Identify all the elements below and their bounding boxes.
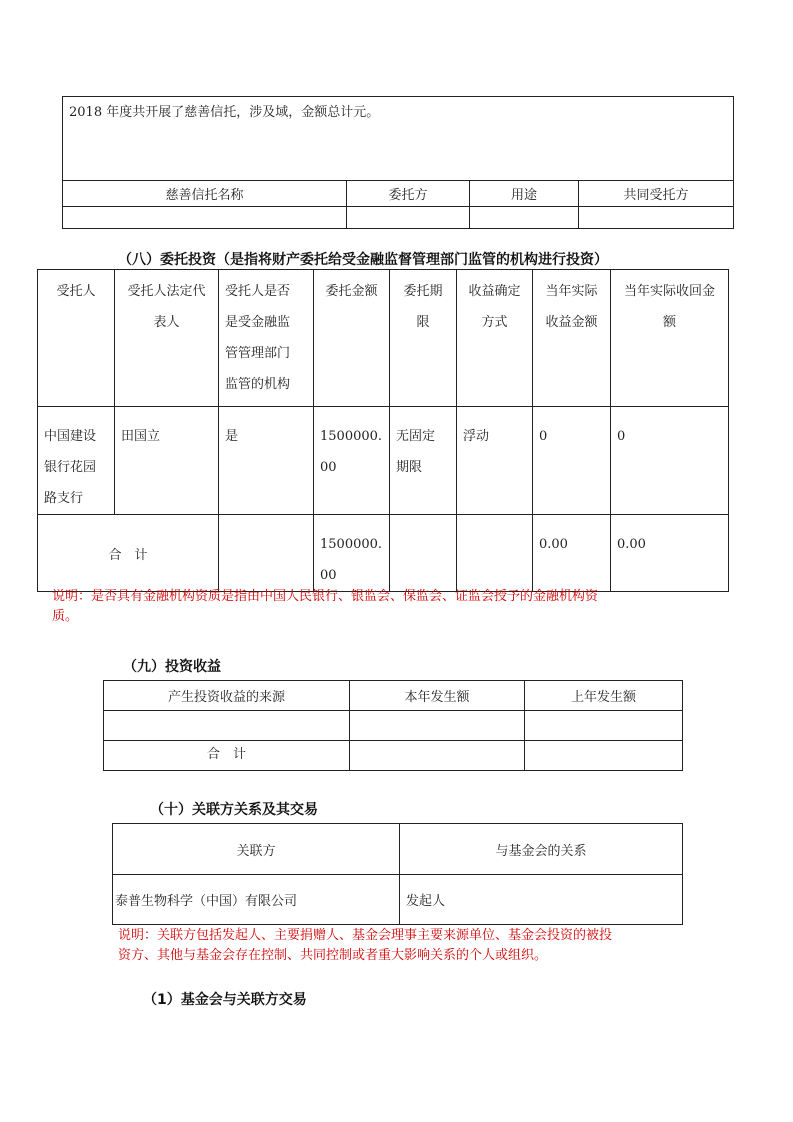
row-trustee: 中国建设 银行花园 路支行 [38,407,115,515]
row-method: 浮动 [457,407,533,515]
trust-cell-empty [470,207,579,229]
trust-summary [63,97,734,181]
income-cell-empty [350,741,525,771]
row-legal-rep: 田国立 [115,407,219,515]
total-amount: 1500000. 00 [314,515,390,592]
trust-summary-text: 2018 年度共开展了慈善信托，涉及域，金额总计元。 [69,105,380,120]
row-income: 0 [533,407,611,515]
investment-income-table [103,680,683,771]
row-regulated: 是 [219,407,314,515]
header-term: 委托期 限 [390,270,457,407]
header-regulated: 受托人是否 是受金融监 管管理部门 监管的机构 [219,270,314,407]
total-income: 0.00 [533,515,611,592]
income-cell-empty [104,711,350,741]
trust-header-name: 慈善信托名称 [63,181,347,207]
trust-header-cotrustee: 共同受托方 [579,181,734,207]
header-recovered: 当年实际收回金 额 [611,270,729,407]
total-empty [219,515,314,592]
total-empty [457,515,533,592]
row-recovered: 0 [611,407,729,515]
related-header-party: 关联方 [113,824,400,875]
header-income: 当年实际 收益金额 [533,270,611,407]
related-party-table [112,823,683,925]
subsection1-title: （1）基金会与关联方交易 [143,992,307,1008]
section9-title: （九）投资收益 [123,659,221,675]
income-header-previous: 上年发生额 [525,681,683,711]
income-cell-empty [525,741,683,771]
related-row-relation: 发起人 [400,875,683,925]
section8-note: 说明：是否具有金融机构资质是指由中国人民银行、银监会、保监会、证监会授予的金融机构资 质。 [52,589,599,624]
income-header-current: 本年发生额 [350,681,525,711]
income-cell-empty [350,711,525,741]
trust-header-purpose: 用途 [470,181,579,207]
charity-trust-table [62,96,734,229]
trust-cell-empty [63,207,347,229]
header-method: 收益确定 方式 [457,270,533,407]
income-total-label: 合 计 [104,741,350,771]
header-amount: 委托金额 [314,270,390,407]
entrusted-investment-table [37,269,729,592]
section10-title: （十）关联方关系及其交易 [150,802,318,818]
header-legal-rep: 受托人法定代 表人 [115,270,219,407]
total-recovered: 0.00 [611,515,729,592]
section8-title: （八）委托投资（是指将财产委托给受金融监督管理部门监管的机构进行投资） [118,252,608,268]
trust-cell-empty [579,207,734,229]
total-empty [390,515,457,592]
income-header-source: 产生投资收益的来源 [104,681,350,711]
total-label: 合 计 [38,515,219,592]
section10-note: 说明：关联方包括发起人、主要捐赠人、基金会理事主要来源单位、基金会投资的被投 资方、其他与基金会存在控制、共同控制或者重大影响关系的个人或组织。 [118,928,613,963]
related-row-party: 泰普生物科学（中国）有限公司 [113,875,400,925]
trust-cell-empty [347,207,470,229]
header-trustee: 受托人 [38,270,115,407]
related-header-relation: 与基金会的关系 [400,824,683,875]
trust-header-client: 委托方 [347,181,470,207]
row-amount: 1500000. 00 [314,407,390,515]
income-cell-empty [525,711,683,741]
row-term: 无固定 期限 [390,407,457,515]
